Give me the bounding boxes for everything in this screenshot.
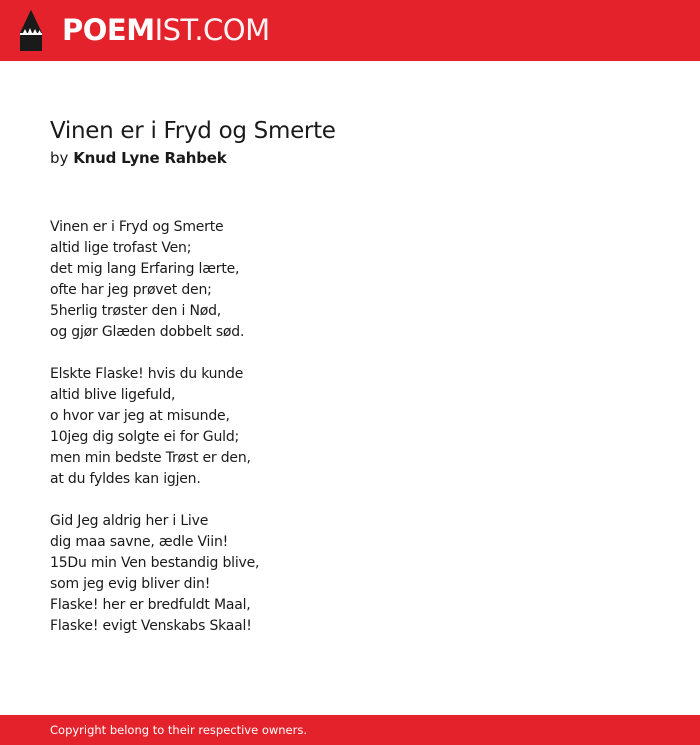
poem-line: Gid Jeg aldrig her i Live [50,513,209,529]
poem-line: o hvor var jeg at misunde, [50,408,230,424]
poem-line: altid lige trofast Ven; [50,240,192,256]
poem-line: 15Du min Ven bestandig blive, [50,555,260,571]
stanza-3 [50,511,650,637]
poem-line: Elskte Flaske! hvis du kunde [50,366,244,382]
poem-line: Flaske! her er bredfuldt Maal, [50,597,251,613]
by-label: by [50,149,69,167]
logo-bold-text: POEM [62,13,155,47]
poem-body [50,217,650,637]
poem-line: 10jeg dig solgte ei for Guld; [50,429,240,445]
stanza-1 [50,217,650,343]
copyright-text: Copyright belong to their respective owners. [50,723,308,737]
poem-line: altid blive ligefuld, [50,387,176,403]
stanza-2 [50,364,650,490]
poem-line: dig maa savne, ædle Viin! [50,534,229,550]
pencil-icon[interactable] [17,9,45,52]
site-footer [0,715,700,745]
byline [50,147,650,169]
site-logo[interactable] [62,12,270,48]
poem-line: det mig lang Erfaring lærte, [50,261,240,277]
poem-line: og gjør Glæden dobbelt sød. [50,324,245,340]
poem-line: at du fyldes kan igjen. [50,471,201,487]
poem-line: 5herlig trøster den i Nød, [50,303,222,319]
poem-line: Flaske! evigt Venskabs Skaal! [50,618,252,634]
logo-light-text: IST.COM [154,13,270,47]
poem-title: Vinen er i Fryd og Smerte [50,118,336,144]
poem-line: ofte har jeg prøvet den; [50,282,212,298]
poem-line: Vinen er i Fryd og Smerte [50,219,224,235]
poem-content [50,115,650,658]
author-name: Knud Lyne Rahbek [73,149,227,167]
poem-line: som jeg evig bliver din! [50,576,211,592]
poem-line: men min bedste Trøst er den, [50,450,251,466]
site-header [0,0,700,61]
